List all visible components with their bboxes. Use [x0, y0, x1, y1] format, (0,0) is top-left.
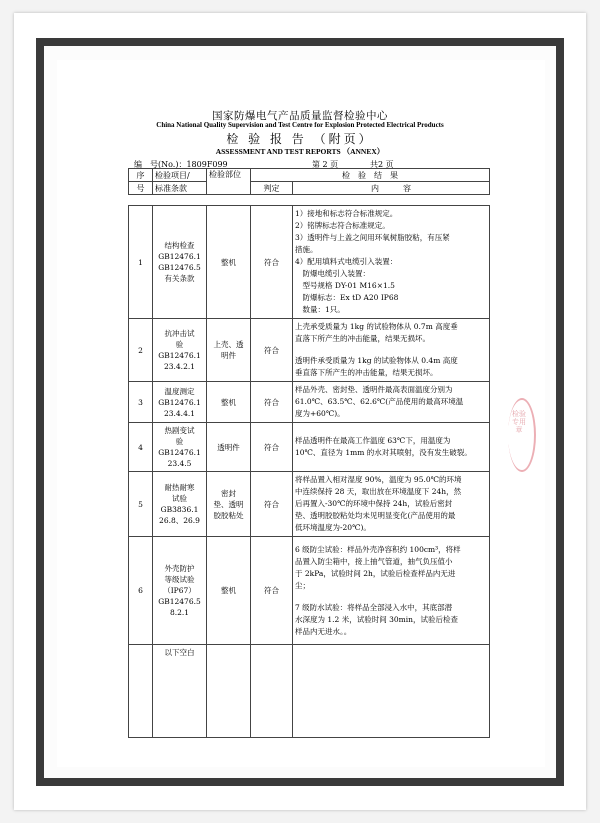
test-item — [153, 319, 207, 382]
test-item-line: 外壳防护 — [164, 564, 195, 573]
row-number: 3 — [129, 382, 153, 423]
result-content-line: 于 2kPa，试验时间 2h，试验后检查样品内无进 — [295, 568, 456, 578]
row-number: 4 — [129, 423, 153, 472]
header-no-2: 号 — [129, 182, 153, 195]
test-item-line: 抗冲击试 — [164, 329, 195, 338]
table-row — [129, 423, 490, 472]
header-part: 检验部位 — [207, 169, 251, 195]
result-content-line: 防爆标志：Ex tD A20 IP68 — [295, 293, 399, 302]
header-no-1: 序 — [129, 169, 153, 182]
result-content-line: 10℃、直径为 1mm 的水对其喷射，没有发生破裂。 — [295, 448, 472, 457]
test-part — [207, 319, 251, 382]
result-content-line: 2）铭牌标志符合标准规定。 — [295, 221, 390, 230]
header-result-group: 检 验 结 果 — [251, 169, 490, 182]
test-item — [153, 206, 207, 319]
header-content: 内 容 — [293, 182, 490, 195]
judgement: 符合 — [251, 423, 293, 472]
judgement — [251, 645, 293, 738]
report-title-cn: 检 验 报 告 （附页） — [226, 132, 374, 146]
result-content-line: 样品外壳、密封垫、透明件最高表面温度分别为 — [295, 385, 453, 394]
result-content — [293, 382, 490, 423]
test-item-line: GB12476.1 — [158, 351, 201, 360]
result-content-line: 措施。 — [295, 245, 318, 254]
org-name-cn: 国家防爆电气产品质量监督检验中心 — [212, 110, 388, 122]
result-content-line: 1）接地和标志符合标准规定。 — [295, 209, 398, 218]
result-content — [293, 645, 490, 738]
header-item-2: 标准条款 — [153, 182, 207, 195]
test-item-line: GB12476.1 — [158, 397, 201, 407]
test-item-line: 试验 — [172, 494, 187, 503]
test-item-line: 热剧变试 — [164, 426, 195, 435]
header-item-1: 检验项目/ — [153, 169, 207, 182]
test-item-line: 等级试验 — [164, 575, 195, 584]
result-content-line: 防爆电缆引入装置： — [295, 269, 370, 278]
result-content-line: 尘； — [295, 580, 310, 590]
test-part — [207, 206, 251, 319]
test-part — [207, 472, 251, 537]
result-content-line: 3）透明件与上盖之间用环氧树脂胶粘，有压紧 — [295, 233, 450, 242]
test-item-line: 验 — [175, 437, 184, 446]
report-title-en: ASSESSMENT AND TEST REPORTS （ANNEX） — [215, 147, 385, 156]
result-content — [293, 537, 490, 645]
test-part-line: 胶胶粘处 — [213, 510, 244, 520]
row-number: 6 — [129, 537, 153, 645]
test-item-line: 耐热耐寒 — [164, 483, 195, 492]
test-part — [207, 645, 251, 738]
test-item-line: 23.4.2.1 — [163, 362, 195, 371]
test-part-line: 透明件 — [217, 442, 240, 452]
header-judge: 判定 — [251, 182, 293, 195]
result-content-line: 中连续保持 28 天，取出放在环境温度下 24h，然 — [295, 487, 462, 496]
table-row — [129, 206, 490, 319]
test-item-line: GB12476.1 — [158, 448, 201, 457]
result-content-line: 4）配用填料式电缆引入装置： — [295, 257, 398, 266]
test-item — [153, 423, 207, 472]
row-number: 2 — [129, 319, 153, 382]
test-item-line: 结构检查 — [164, 241, 195, 250]
result-content — [293, 319, 490, 382]
result-content-line: 型号规格 DY-01 M16×1.5 — [295, 281, 395, 290]
result-content-line: 度为+60℃)。 — [295, 409, 345, 418]
result-content — [293, 472, 490, 537]
total-pages: 共2 页 — [370, 160, 394, 169]
test-item-line: 23.4.5 — [167, 459, 192, 468]
result-content-line: 上壳承受质量为 1kg 的试验物体从 0.7m 高度垂 — [295, 322, 458, 331]
table-row — [129, 472, 490, 537]
test-part-line: 上壳、透 — [213, 340, 244, 349]
result-content-line — [295, 592, 487, 602]
test-part-line: 整机 — [221, 397, 236, 407]
result-content-line: 水深度为 1.2 米，试验时间 30min，试验后检查 — [295, 614, 458, 624]
results-table — [128, 205, 490, 738]
test-part-line: 整机 — [221, 257, 236, 267]
result-content-line: 品置入防尘箱中，接上抽气管道，抽气负压值小 — [295, 556, 453, 566]
test-item-line: GB12476.1 — [158, 252, 201, 261]
seal-text: 检验专用章 — [512, 410, 526, 434]
judgement: 符合 — [251, 472, 293, 537]
results-table-body — [129, 206, 490, 738]
result-content-line: 直落下所产生的冲击能量，结果无损坏。 — [295, 334, 430, 343]
table-row — [129, 382, 490, 423]
result-content — [293, 206, 490, 319]
test-item-line: 验 — [175, 340, 184, 349]
result-content-line: 透明件承受质量为 1kg 的试验物体从 0.4m 高度 — [295, 356, 458, 365]
result-content-line: 样品透明件在最高工作温度 63℃下，用温度为 — [295, 436, 451, 445]
test-part-line: 垫、透明 — [213, 499, 244, 509]
test-part-line: 整机 — [221, 586, 236, 595]
result-content-line: 61.0℃、63.5℃、62.6℃(产品使用的最高环境温 — [295, 397, 464, 406]
page-number: 第 2 页 — [312, 160, 339, 169]
test-item-line: 26.8、26.9 — [159, 516, 200, 525]
test-item — [153, 382, 207, 423]
result-content-line: 后再置入-30℃的环境中保持 24h，试验后密封 — [295, 499, 453, 508]
judgement: 符合 — [251, 319, 293, 382]
test-item-line: （IP67） — [163, 586, 196, 595]
test-item-line: 有关条款 — [164, 274, 195, 283]
table-row — [129, 645, 490, 738]
result-content-line: 垫、透明胶胶粘处均未见明显变化(产品使用的最 — [295, 511, 456, 520]
judgement: 符合 — [251, 537, 293, 645]
table-row — [129, 537, 490, 645]
result-content-line: 垂直落下所产生的冲击能量，结果无损坏。 — [295, 368, 438, 377]
test-part — [207, 537, 251, 645]
result-content-line: 低环境温度为-20℃)。 — [295, 523, 371, 532]
test-item-line: 以下空白 — [164, 648, 195, 657]
table-row — [129, 319, 490, 382]
test-part-line: 密封 — [221, 488, 236, 498]
result-content-line: 样品内无进水。。 — [295, 626, 352, 636]
result-content — [293, 423, 490, 472]
test-item-line: GB12476.5 — [158, 597, 201, 606]
test-item — [153, 537, 207, 645]
result-content-line: 6 级防尘试验：样品外壳净容积约 100cm³，将样 — [295, 544, 461, 554]
result-content-line — [295, 345, 487, 355]
judgement: 符合 — [251, 206, 293, 319]
test-part — [207, 423, 251, 472]
test-item — [153, 645, 207, 738]
row-number: 1 — [129, 206, 153, 319]
result-content-line: 数量：1只。 — [295, 305, 345, 314]
table-header — [128, 168, 490, 195]
result-content-line: 7 级防水试验：将样品全部浸入水中，其底部潜 — [295, 602, 453, 612]
judgement: 符合 — [251, 382, 293, 423]
test-item-line: 8.2.1 — [169, 608, 190, 617]
result-content-line: 将样品置入相对湿度 90%，温度为 95.0℃的环境 — [295, 475, 462, 484]
test-item — [153, 472, 207, 537]
row-number — [129, 645, 153, 738]
test-part-line: 明件 — [221, 351, 236, 360]
test-item-line: GB3836.1 — [160, 505, 199, 514]
test-item-line: 23.4.4.1 — [163, 408, 195, 418]
org-name-en: China National Quality Supervision and Test Centre for Explosion Protected Electrical Products — [156, 121, 444, 129]
report-number-value: 1809F099 — [186, 160, 228, 169]
report-number-label: 编 号(No.)： — [134, 160, 187, 169]
test-part — [207, 382, 251, 423]
test-item-line: GB12476.5 — [158, 263, 201, 272]
test-item-line: 温度测定 — [164, 386, 195, 396]
row-number: 5 — [129, 472, 153, 537]
